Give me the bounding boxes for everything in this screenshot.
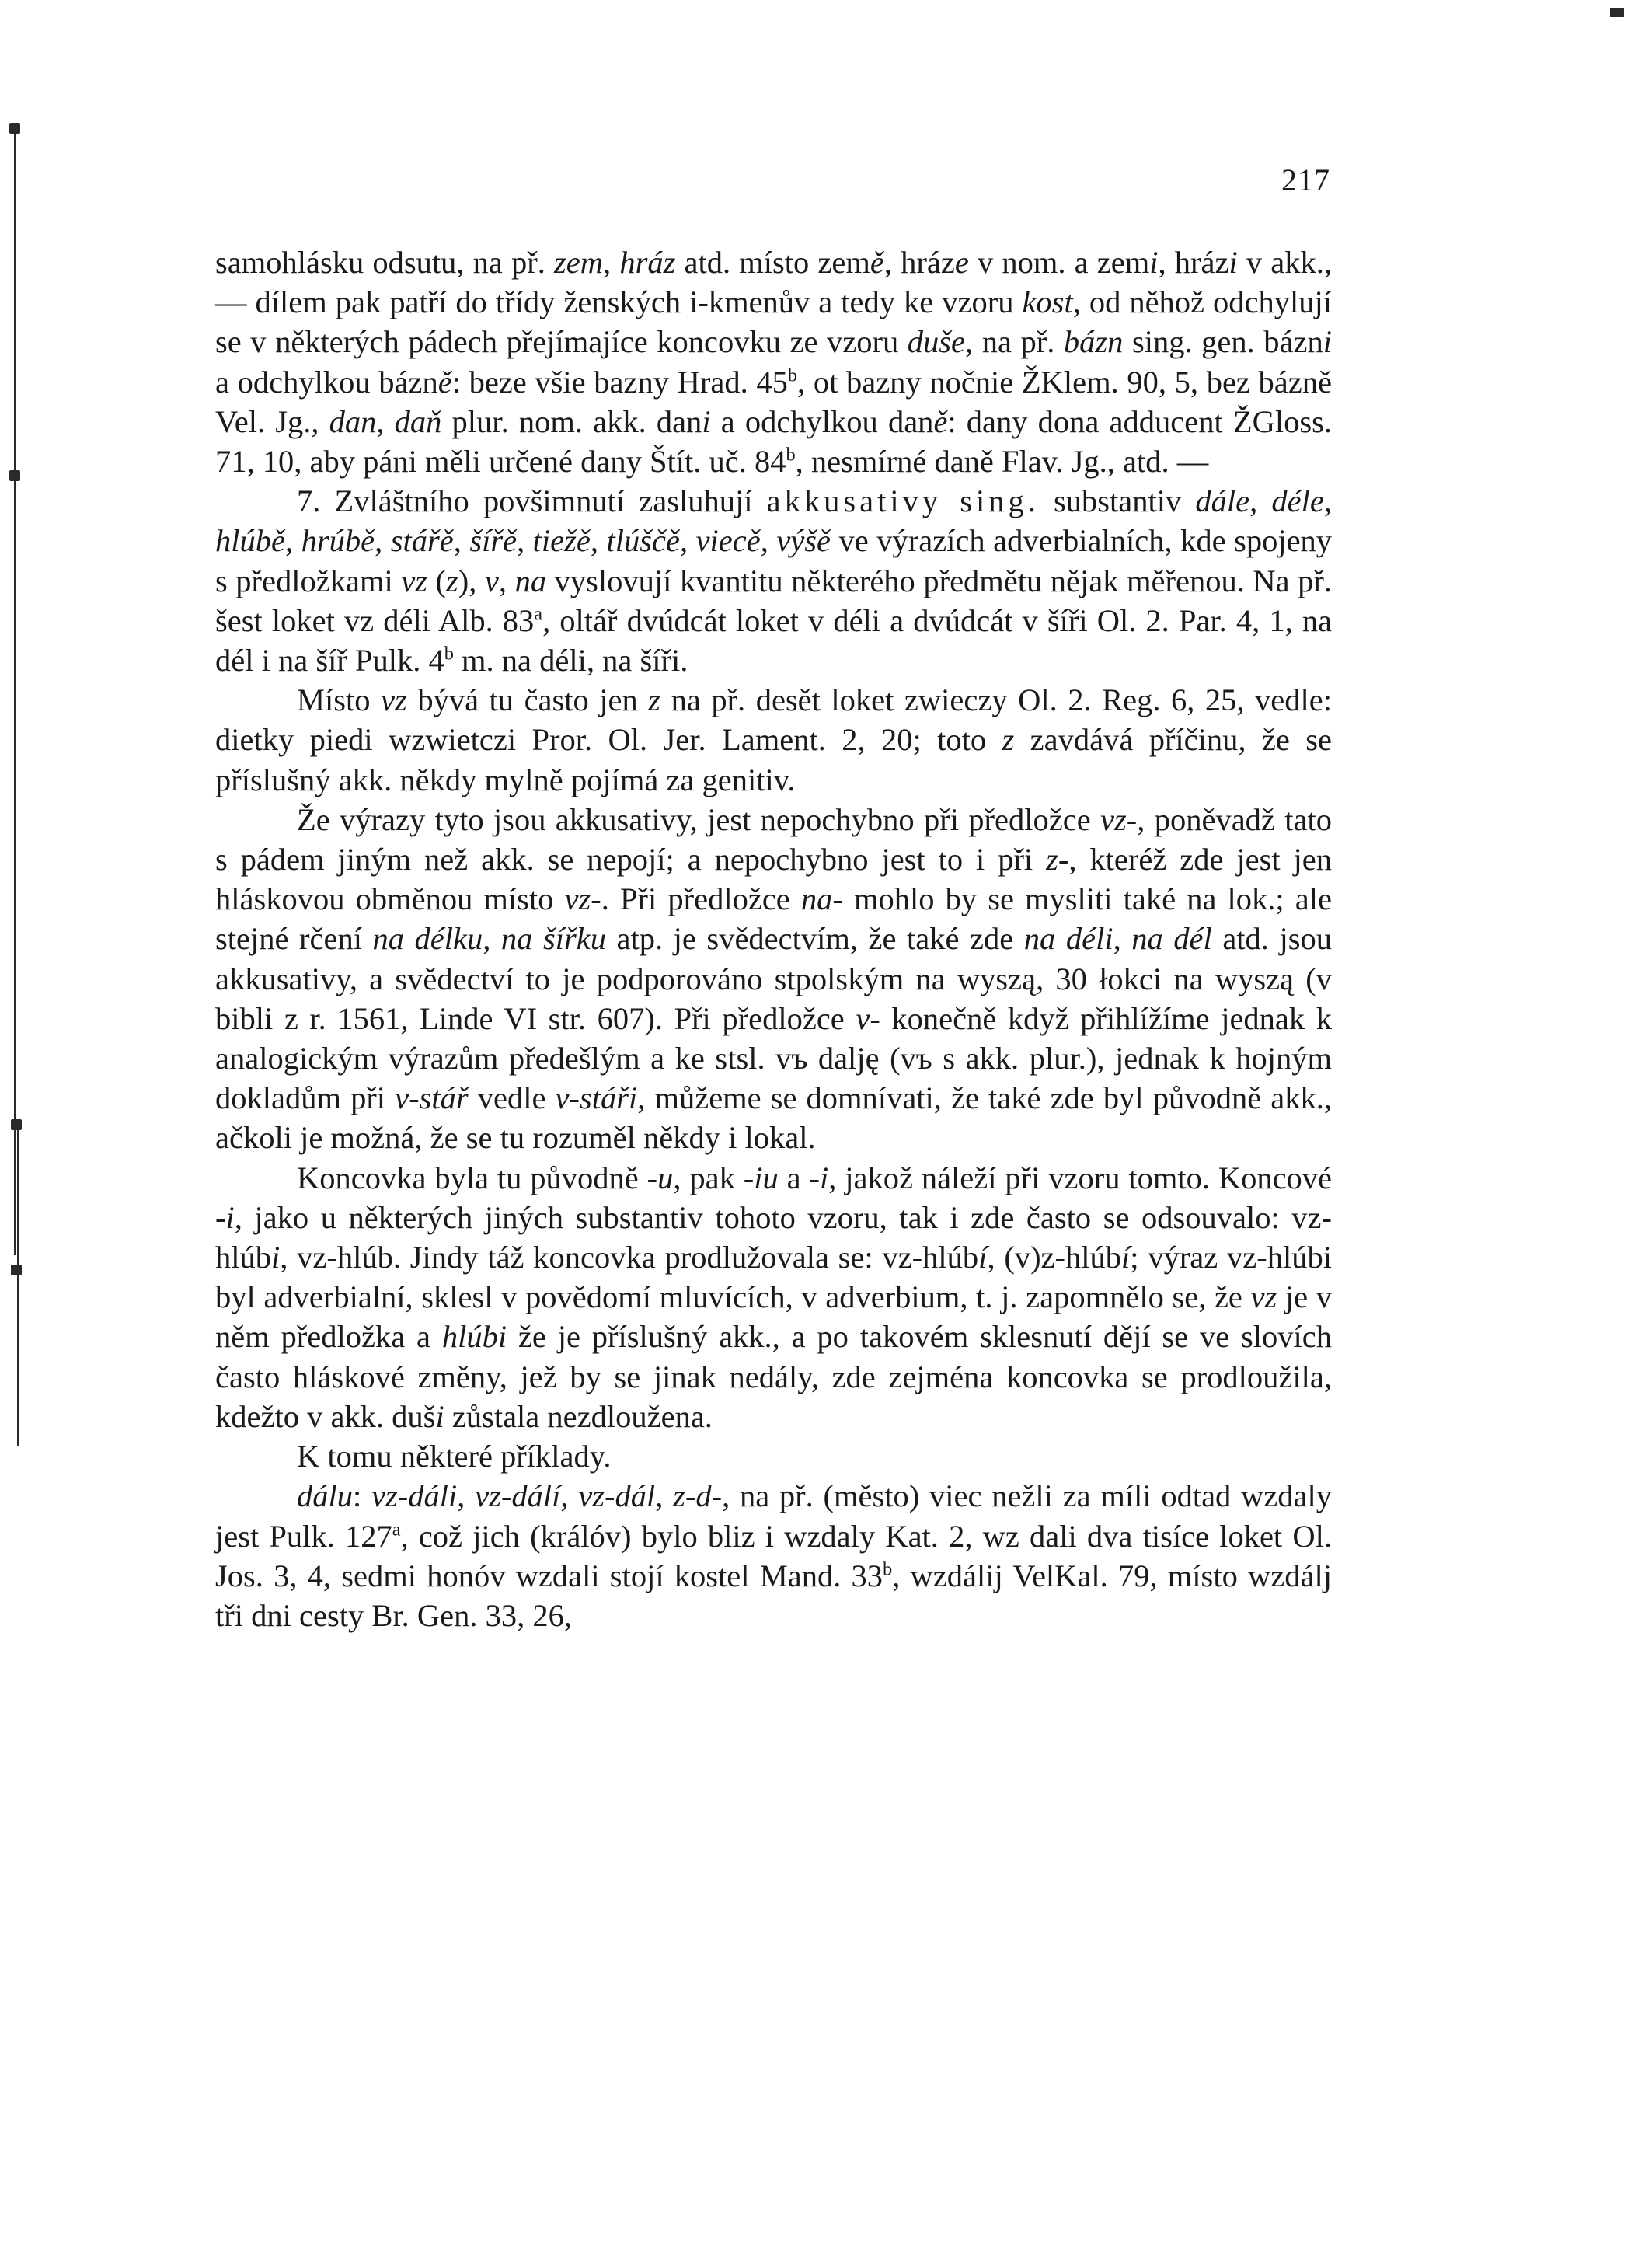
page-number: 217 xyxy=(1281,162,1330,197)
paragraph: Koncovka byla tu původně -u, pak -iu a -i, jakož náleží při vzoru tomto. Koncové -i, jako u některých jiných substantiv tohoto vzoru, tak i zde často se odsouvalo: vz-hlúbi, vz-hlúb. Jindy táž koncovka prodlužovala se: vz-hlúbí, (v)z-hlúbí; výraz vz-hlúbi byl adverbialní, sklesl v povědomí mluvících, v adverbium, t. j. zapomnělo se, že vz je v něm předložka a hlúbi že je příslušný akk., a po takovém sklesnutí dějí se ve slovích často hláskové změny, jež by se jinak nedály, zde zejména koncovka se prodloužila, kdežto v akk. duši zůstala nezdloužena. xyxy=(215,1160,1333,1434)
margin-mark-bottom xyxy=(11,1265,22,1275)
paragraph: Že výrazy tyto jsou akkusativy, jest nepochybno při předložce vz-, poněvadž tato s pádem jiným než akk. se nepojí; a nepochybno jest to i při z-, kteréž zde jest jen hláskovou obměnou místo vz-. Při předložce na- mohlo by se mysliti také na lok.; ale stejné rčení na délku, na šířku atp. je svědectvím, že také zde na déli, na dél atd. jsou akkusativy, a svědectví to je podporováno stpolským na wyszą, 30 łokci na wyszą (v bibli z r. 1561, Linde VI str. 607). Při předložce v- konečně když přihlížíme jednak k analogickým výrazům předešlým a ke stsl. vъ dalję (vъ s akk. plur.), jednak k hojným dokladům při v-stář vedle v-stáři, můžeme se domnívati, že také zde byl původně akk., ačkoli je možná, že se tu rozuměl někdy i lokal. xyxy=(215,801,1332,1156)
paragraph: samohlásku odsutu, na př. zem, hráz atd. místo země, hráze v nom. a zemi, hrázi v akk., — dílem pak patří do třídy ženských i-kmenův a tedy ke vzoru kost, od něhož odchylují se v některých pádech přejímajíce koncovku ze vzoru duše, na př. bázn sing. gen. bázni a odchylkou bázně: beze všie bazny Hrad. 45$^b$, ot bazny nočnie ŽKlem. 90, 5, bez bázně Vel. Jg., dan, daň plur. nom. akk. dani a odchylkou daně: dany dona adducent ŽGloss. 71, 10, aby páni měli určené dany Štít. uč. 84$^b$, nesmírné daně Flav. Jg., atd. — xyxy=(215,245,1333,480)
paragraph: dálu: vz-dáli, vz-dálí, vz-dál, z-d-, na př. (město) viec nežli za míli odtad wzdaly jest Pulk. 127$^a$, což jich (králóv) bylo bliz i wzdaly Kat. 2, wz dali dva tisíce loket Ol. Jos. 3, 4, sedmi honóv wzdali stojí kostel Mand. 33$^b$, wzdálij VelKal. 79, místo wzdálj tři dni cesty Br. Gen. 33, 26, xyxy=(215,1478,1333,1633)
paragraph: Místo vz bývá tu často jen z na př. desět loket zwieczy Ol. 2. Reg. 6, 25, vedle: dietky piedi wzwietczi Pror. Ol. Jer. Lament. 2, 20; toto z zavdává příčinu, že se příslušný akk. někdy mylně pojímá za genitiv. xyxy=(215,682,1332,797)
margin-mark-top xyxy=(9,123,20,134)
binding-margin-line xyxy=(14,128,16,1255)
paragraph: 7. Zvláštního povšimnutí zasluhují akkusativy sing. substantiv dále, déle, hlúbě, hrúbě, stářě, šířě, tiežě, tlúščě, viecě, výšě ve výrazích adverbialních, kde spojeny s předložkami vz (z), v, na vyslovují kvantitu některého předmětu nějak měřenou. Na př. šest loket vz déli Alb. 83$^a$, oltář dvúdcát loket v déli a dvúdcát v šíři Ol. 2. Par. 4, 1, na dél i na šíř Pulk. 4$^b$ m. na déli, na šíři. xyxy=(215,483,1333,679)
corner-mark-top-right xyxy=(1610,8,1624,17)
binding-margin-line-lower xyxy=(17,1119,19,1446)
margin-mark-middle xyxy=(9,470,20,481)
margin-mark-lower xyxy=(11,1119,22,1130)
paragraph: K tomu některé příklady. xyxy=(297,1439,612,1474)
body-text xyxy=(215,243,1332,1635)
